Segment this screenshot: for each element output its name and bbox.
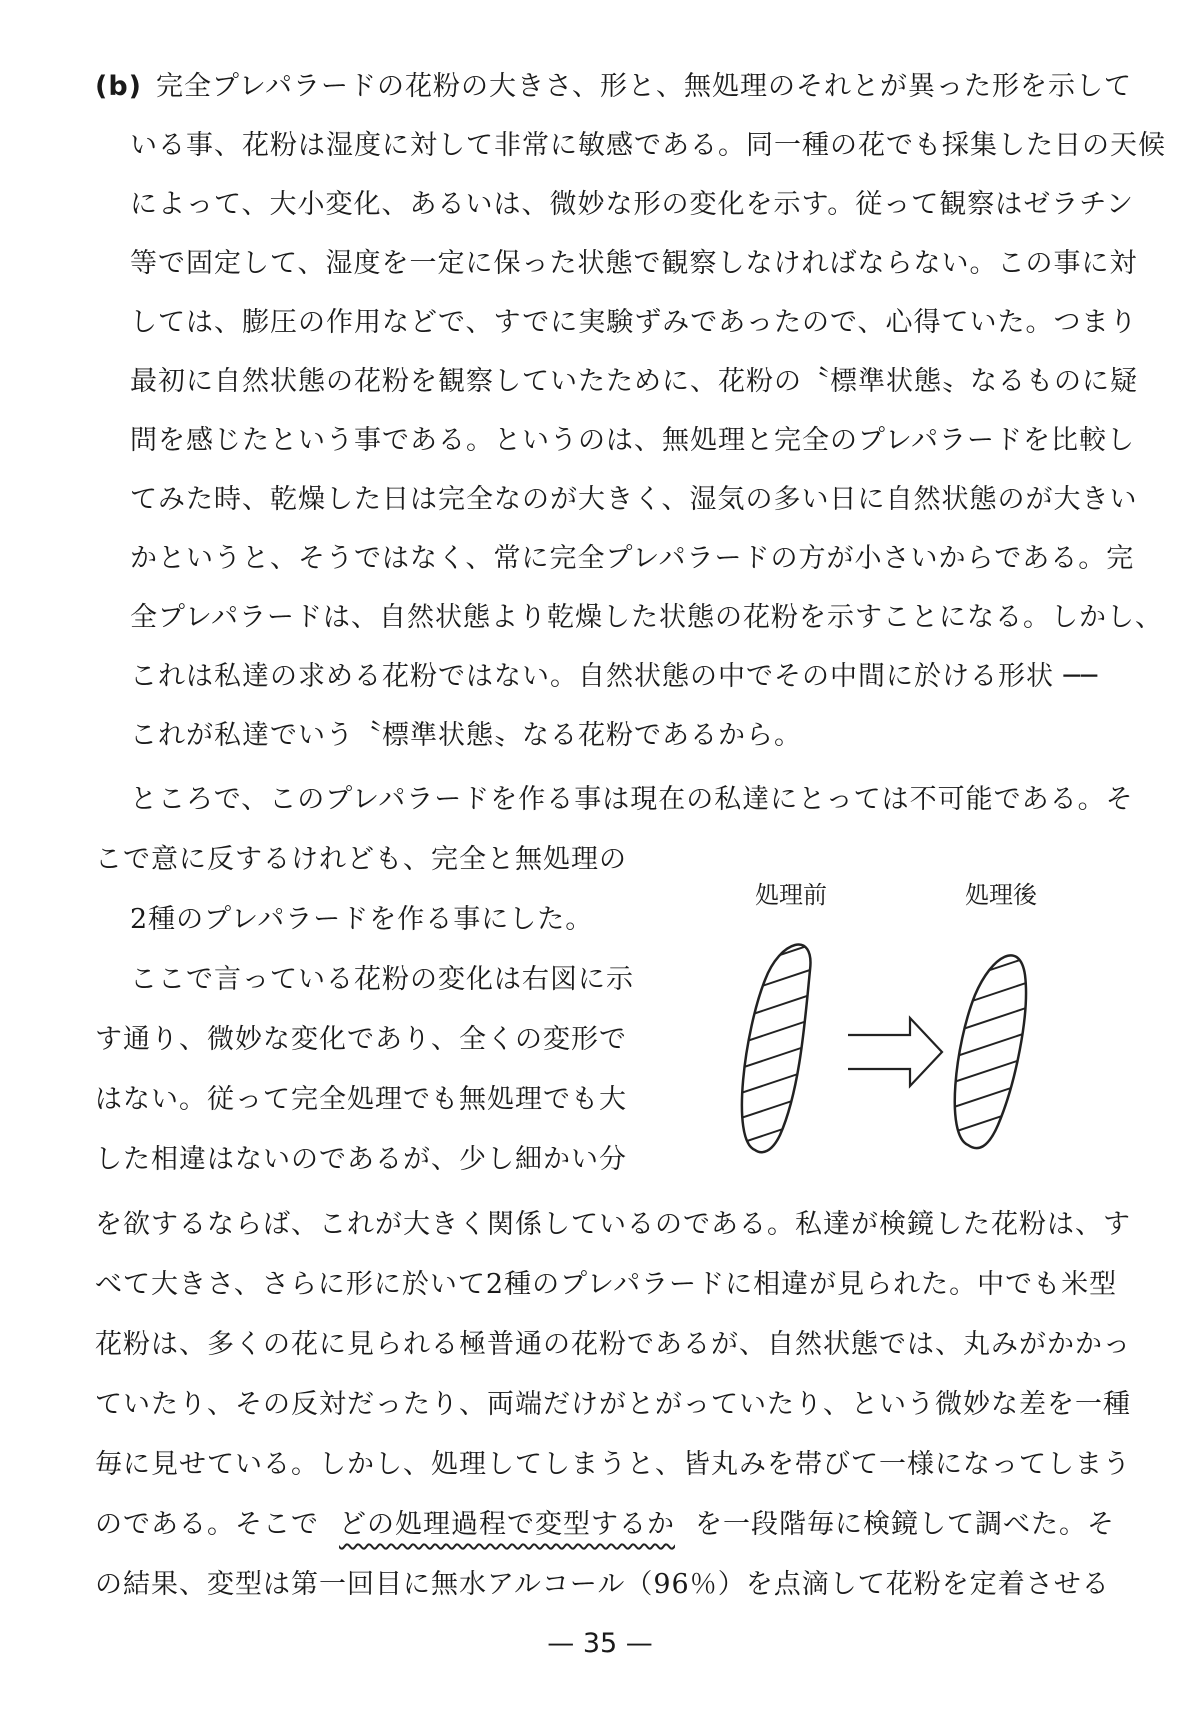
figure-label-after: 処理後 xyxy=(965,881,1037,909)
text-line-16: ここで言っている花粉の変化は右図に示 xyxy=(130,964,634,995)
text-line-23: ていたり、その反対だったり、両端だけがとがっていたり、という微妙な差を一種 xyxy=(95,1389,1131,1420)
text-line-24: 毎に見せている。しかし、処理してしまうと、皆丸みを帯びて一様になってしまう xyxy=(95,1449,1131,1480)
wavy-underlined-phrase: どの処理過程で変型するか xyxy=(339,1509,675,1540)
text-line-7: 問を感じたという事である。というのは、無処理と完全のプレパラードを比較し xyxy=(130,425,1136,456)
text-line-14: こで意に反するけれども、完全と無処理の xyxy=(95,844,627,875)
text-line-4: 等で固定して、湿度を一定に保った状態で観察しなければならない。この事に対 xyxy=(130,248,1138,279)
text-line-22: 花粉は、多くの花に見られる極普通の花粉であるが、自然状態では、丸みがかかっ xyxy=(95,1329,1131,1360)
text-line-19: した相違はないのであるが、少し細かい分 xyxy=(95,1144,627,1175)
text-line-11: これは私達の求める花粉ではない。自然状態の中でその中間に於ける形状 ── xyxy=(130,661,1099,692)
text-line-10: 全プレパラードは、自然状態より乾燥した状態の花粉を示すことになる。しかし、 xyxy=(130,602,1164,633)
pollen-after-hatching xyxy=(930,950,1050,1165)
text-line-26: の結果、変型は第一回目に無水アルコール（96％）を点滴して花粉を定着させる xyxy=(95,1569,1110,1600)
text-line-18: はない。従って完全処理でも無処理でも大 xyxy=(95,1084,627,1115)
text-line-6: 最初に自然状態の花粉を観察していたために、花粉の〝標準状態〟なるものに疑 xyxy=(130,366,1138,397)
pollen-before-hatching xyxy=(720,935,840,1175)
text-line-17: す通り、微妙な変化であり、全くの変形で xyxy=(95,1024,627,1055)
text-line-21: べて大きさ、さらに形に於いて2種のプレパラードに相違が見られた。中でも米型 xyxy=(95,1269,1118,1300)
text-line-9: かというと、そうではなく、常に完全プレパラードの方が小さいからである。完 xyxy=(130,543,1135,574)
text-line-2: いる事、花粉は湿度に対して非常に敏感である。同一種の花でも採集した日の天候 xyxy=(130,130,1166,161)
text-line-3: によって、大小変化、あるいは、微妙な形の変化を示す。従って観察はゼラチン xyxy=(130,189,1134,220)
text-line-15: 2種のプレパラードを作る事にした。 xyxy=(130,904,594,935)
text-line-25-before: のである。そこで xyxy=(95,1509,319,1540)
text-line-1 xyxy=(95,70,1132,104)
text-line-12: これが私達でいう〝標準状態〟なる花粉であるから。 xyxy=(130,720,802,751)
pollen-shape-drawing xyxy=(720,870,1100,1180)
text-line-13: ところで、このプレパラードを作る事は現在の私達にとっては不可能である。そ xyxy=(130,784,1134,815)
text-line-25-after: を一段階毎に検鏡して調べた。そ xyxy=(695,1509,1115,1540)
figure-label-before: 処理前 xyxy=(755,881,827,909)
text-line-1-body: 完全プレパラードの花粉の大きさ、形と、無処理のそれとが異った形を示して xyxy=(156,71,1132,102)
page-number: — 35 — xyxy=(547,1628,653,1659)
pollen-shape-figure xyxy=(720,870,1100,1180)
text-line-20: を欲するならば、これが大きく関係しているのである。私達が検鏡した花粉は、す xyxy=(95,1209,1131,1240)
arrow-icon xyxy=(848,1018,942,1086)
text-line-8: てみた時、乾燥した日は完全なのが大きく、湿気の多い日に自然状態のが大きい xyxy=(130,484,1138,515)
text-line-5: しては、膨圧の作用などで、すでに実験ずみであったので、心得ていた。つまり xyxy=(130,307,1138,338)
text-line-25 xyxy=(95,1508,1115,1542)
section-marker: (b) xyxy=(95,71,143,102)
